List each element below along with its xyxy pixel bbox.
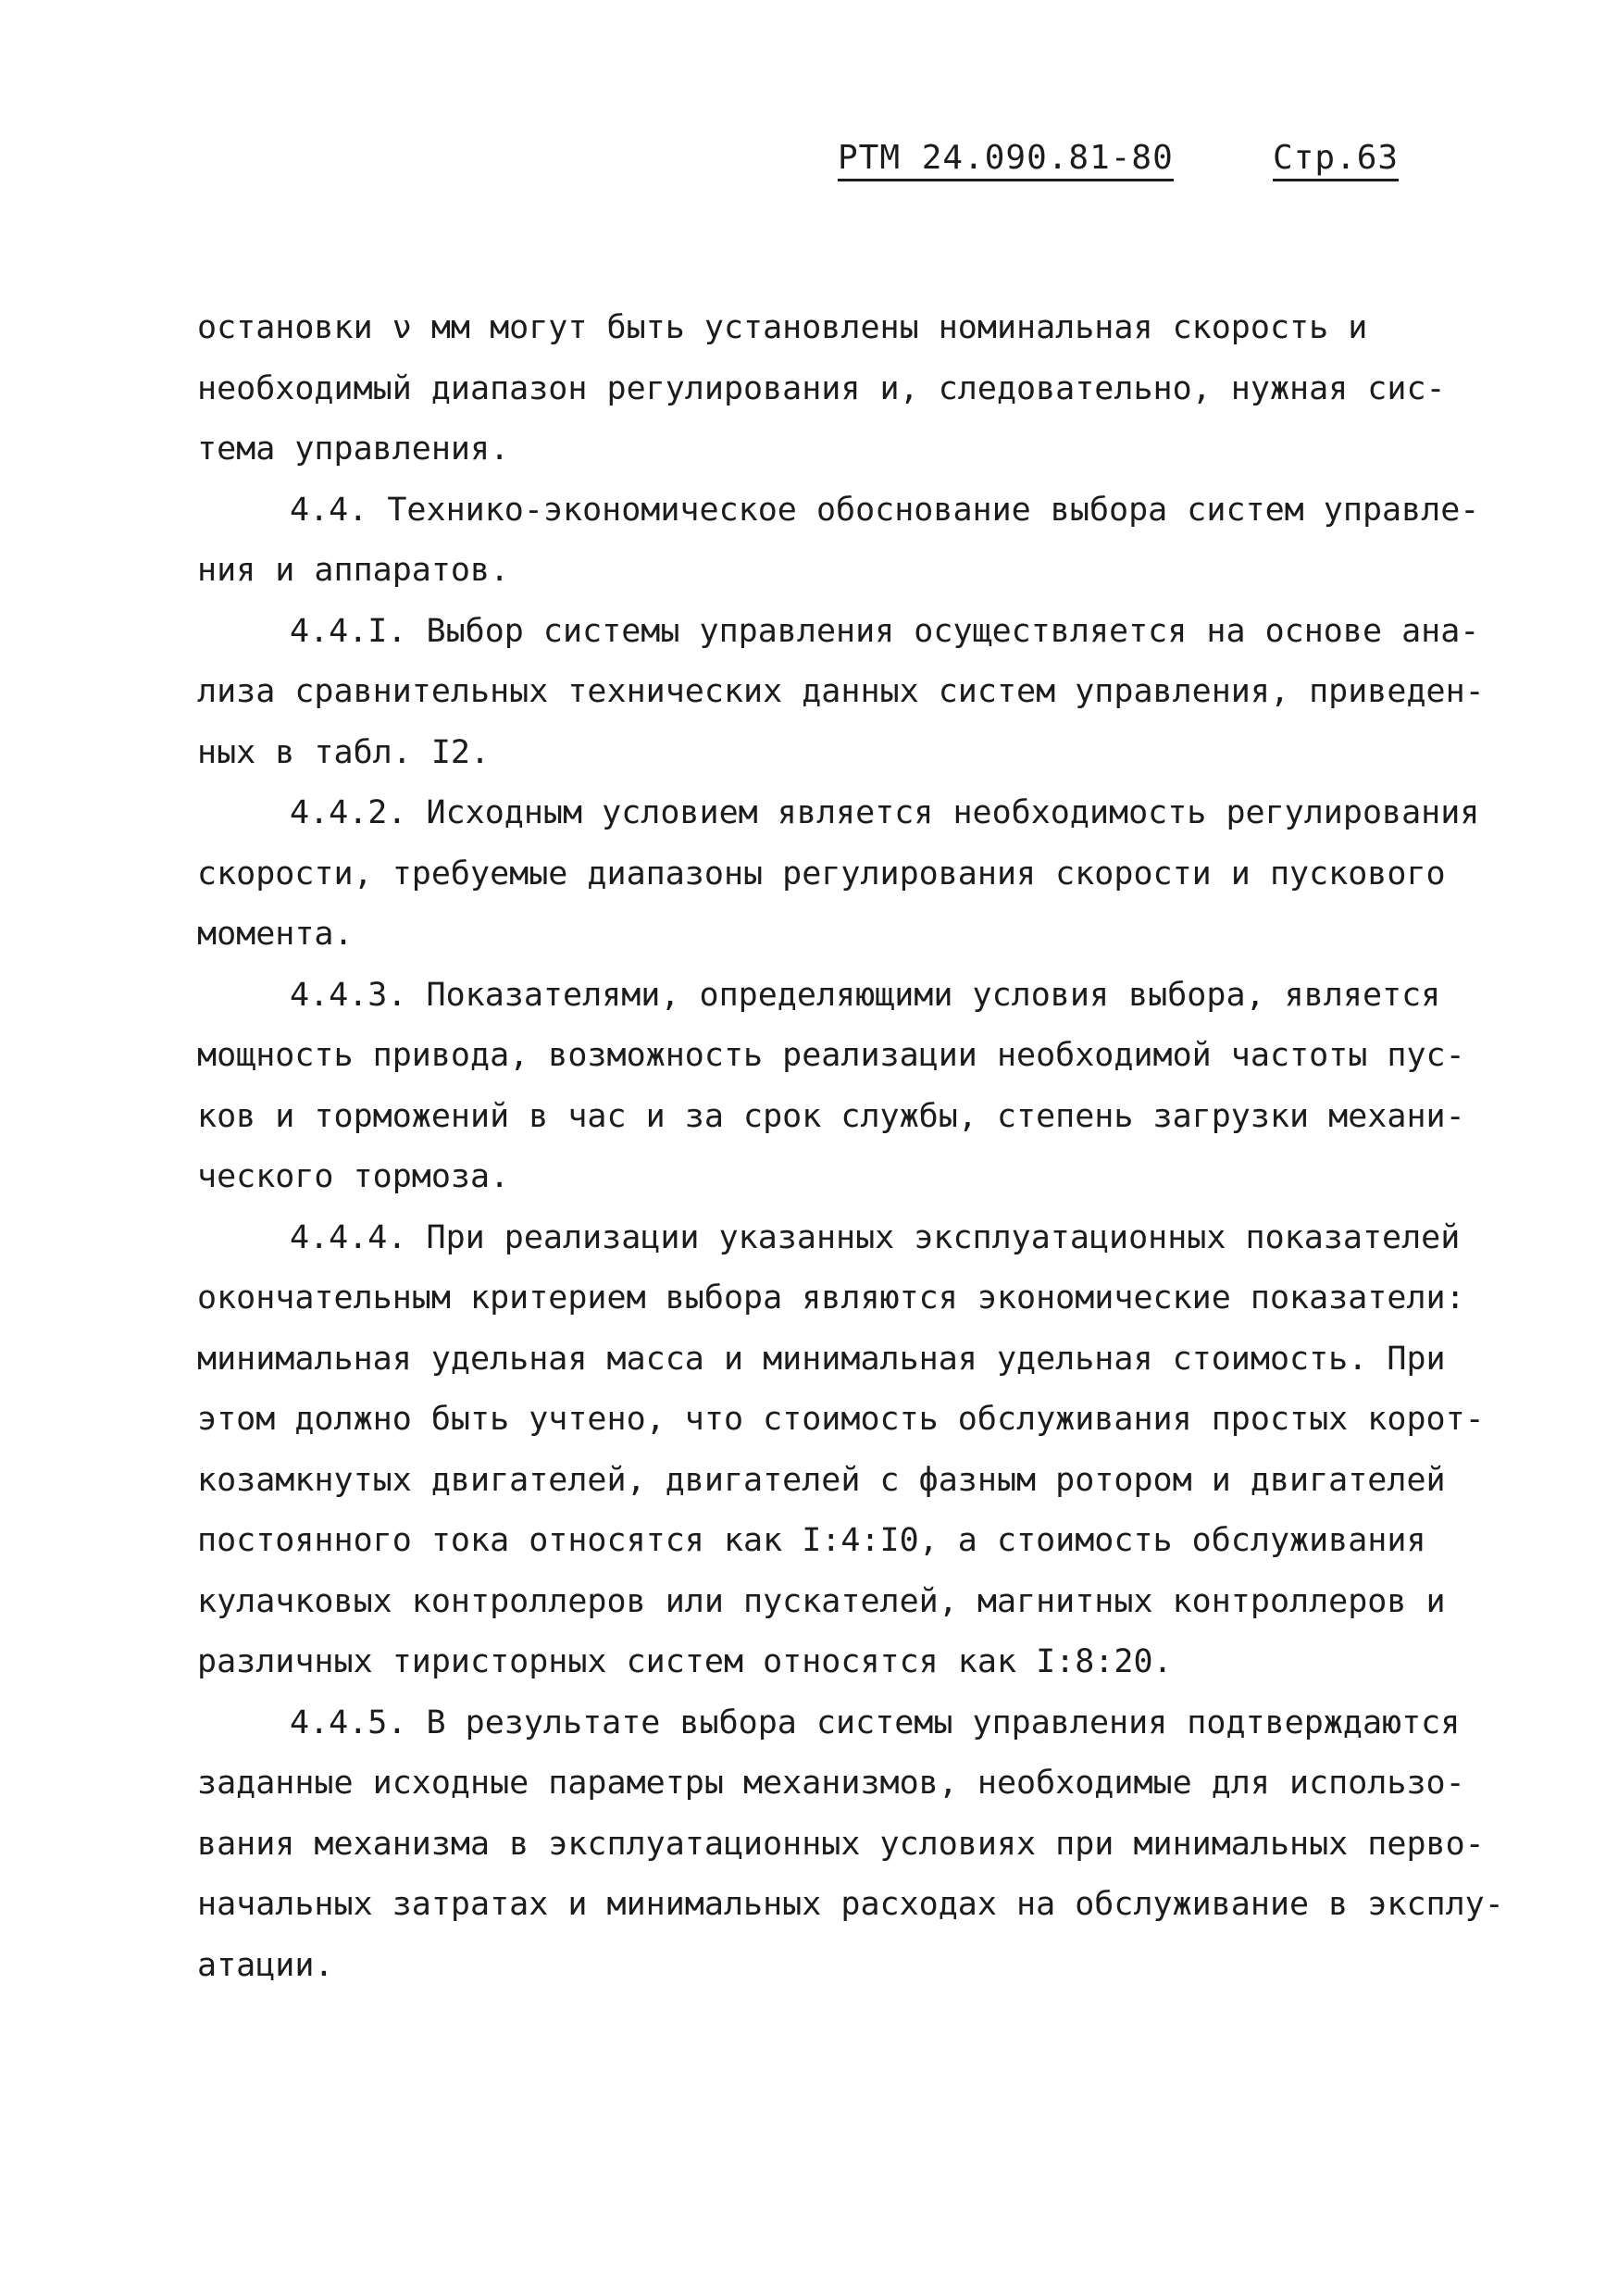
- text-line: момента.: [197, 916, 354, 953]
- paragraph-start: 4.4.4. При реализации указанных эксплуатационных показателей: [290, 1218, 1461, 1256]
- paragraph-start: 4.4.3. Показателями, определяющими условия выбора, является: [290, 976, 1441, 1014]
- text-line: козамкнутых двигателей, двигателей с фазным ротором и двигателей: [197, 1461, 1446, 1499]
- page-number: Стр.63: [1273, 139, 1399, 181]
- text-line: скорости, требуемые диапазоны регулирования скорости и пускового: [197, 855, 1446, 892]
- text-line: необходимый диапазон регулирования и, следовательно, нужная сис-: [197, 369, 1446, 407]
- text-line: минимальная удельная масса и минимальная удельная стоимость. При: [197, 1340, 1446, 1378]
- body-text: [197, 298, 1504, 1996]
- page-header: [838, 139, 1400, 194]
- text-line: различных тиристорных систем относятся как I:8:20.: [197, 1643, 1173, 1680]
- paragraph-start: 4.4.2. Исходным условием является необходимость регулирования: [290, 794, 1480, 831]
- document-number: РТМ 24.090.81-80: [838, 139, 1174, 181]
- text-line: лиза сравнительных технических данных систем управления, приведен-: [197, 673, 1485, 710]
- text-line: атации.: [197, 1946, 334, 1984]
- text-line: ния и аппаратов.: [197, 552, 510, 589]
- paragraph-start: 4.4.I. Выбор системы управления осуществляется на основе ана-: [290, 612, 1480, 650]
- text-line: кулачковых контроллеров или пускателей, магнитных контроллеров и: [197, 1582, 1446, 1620]
- text-line: мощность привода, возможность реализации необходимой частоты пус-: [197, 1037, 1465, 1074]
- text-line: вания механизма в эксплуатационных условиях при минимальных перво-: [197, 1825, 1485, 1863]
- text-line: постоянного тока относятся как I:4:I0, а стоимость обслуживания: [197, 1522, 1426, 1559]
- text-line: окончательным критерием выбора являются экономические показатели:: [197, 1279, 1465, 1316]
- text-line: ков и торможений в час и за срок службы, степень загрузки механи-: [197, 1097, 1465, 1135]
- text-line: остановки ν мм могут быть установлены номинальная скорость и: [197, 309, 1368, 346]
- text-line: ных в табл. I2.: [197, 733, 491, 771]
- section-heading: 4.4. Технико-экономическое обоснование выбора систем управле-: [290, 491, 1480, 529]
- text-line: начальных затратах и минимальных расходах на обслуживание в эксплу-: [197, 1886, 1504, 1923]
- text-line: ческого тормоза.: [197, 1158, 510, 1195]
- text-line: этом должно быть учтено, что стоимость обслуживания простых корот-: [197, 1401, 1485, 1438]
- text-line: тема управления.: [197, 430, 510, 468]
- paragraph-start: 4.4.5. В результате выбора системы управления подтверждаются: [290, 1703, 1461, 1741]
- text-line: заданные исходные параметры механизмов, необходимые для использо-: [197, 1765, 1465, 1802]
